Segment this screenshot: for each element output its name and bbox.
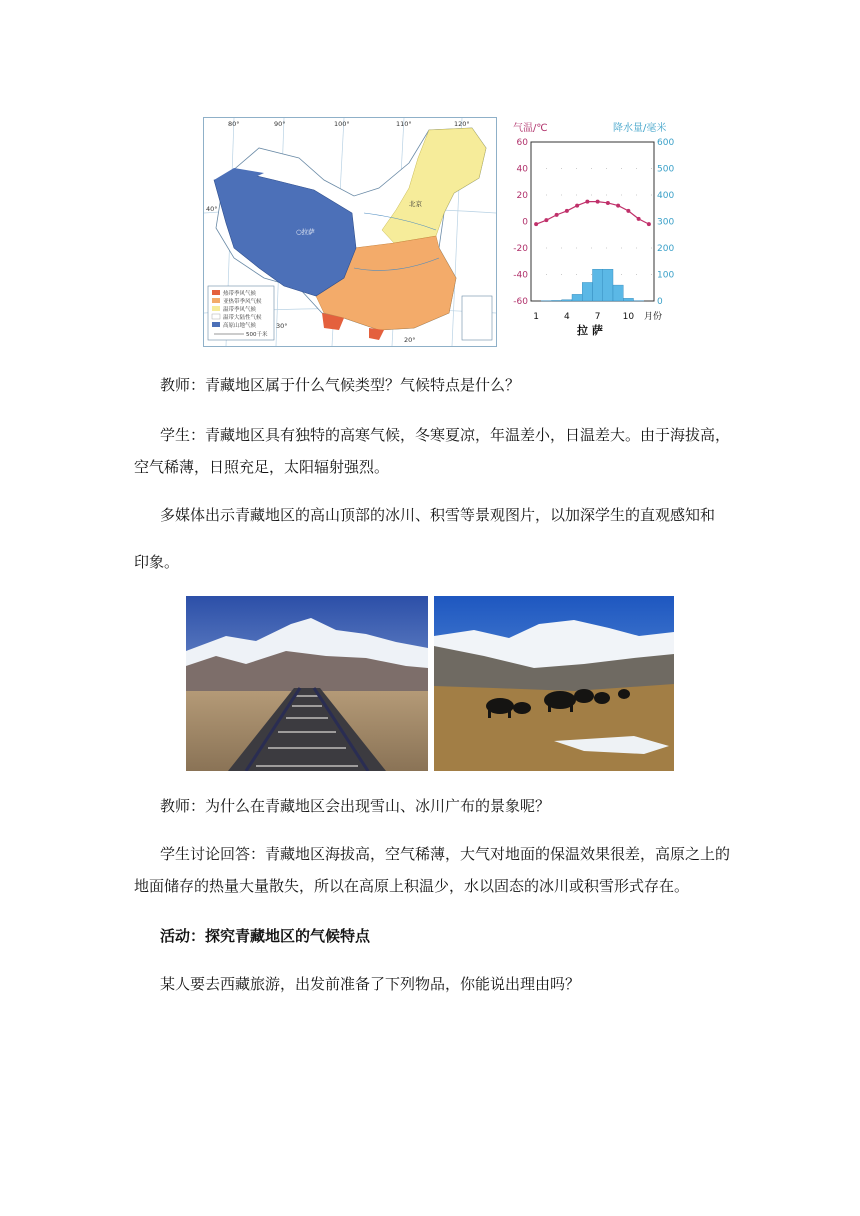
- temp-point: [585, 200, 589, 204]
- precip-tick-label: 200: [657, 244, 675, 254]
- month-unit: 月份: [644, 312, 663, 322]
- temp-tick-label: -20: [513, 244, 528, 254]
- temp-point: [565, 209, 569, 213]
- precip-bar: [562, 300, 572, 301]
- temp-tick-label: 0: [522, 217, 528, 228]
- paragraph-travel-question: 某人要去西藏旅游，出发前准备了下列物品，你能说出理由吗？: [160, 975, 581, 993]
- yaks-snow-mountain-photo: [434, 596, 674, 771]
- paragraph-student-answer-2b: 地面储存的热量大量散失，所以在高原上积温少，水以固态的冰川或积雪形式存在。: [134, 877, 690, 895]
- precip-tick-label: 300: [657, 217, 675, 228]
- precip-bar: [613, 285, 623, 301]
- precip-bar: [582, 282, 592, 301]
- precip-tick-label: 100: [657, 270, 675, 281]
- lat-label: 30°: [276, 322, 288, 330]
- activity-heading: 活动：探究青藏地区的气候特点: [160, 927, 371, 945]
- temp-tick-label: 40: [516, 164, 528, 175]
- paragraph-multimedia-b: 印象。: [134, 553, 180, 571]
- lon-label: 80°: [228, 120, 240, 128]
- precip-tick-label: 500: [657, 164, 675, 175]
- precip-axis-label: 降水量/毫米: [613, 123, 667, 134]
- temp-tick-label: 20: [516, 191, 528, 201]
- climate-map: [203, 117, 497, 347]
- map-scale: 500千米: [246, 332, 268, 338]
- temp-tick-label: -60: [513, 297, 528, 307]
- paragraph-teacher-question-2: 教师：为什么在青藏地区会出现雪山、冰川广布的景象呢？: [160, 797, 551, 815]
- temp-point: [647, 222, 651, 226]
- chart-city: 拉 萨: [577, 324, 603, 337]
- temp-point: [606, 201, 610, 205]
- precip-tick-label: 400: [657, 191, 675, 201]
- legend-label: 高原山地气候: [223, 323, 257, 329]
- temp-axis-label: 气温/℃: [513, 123, 548, 134]
- precip-bar: [572, 294, 582, 301]
- temp-point: [637, 217, 641, 221]
- precip-tick-label: 0: [657, 297, 663, 307]
- temp-point: [544, 218, 548, 222]
- legend-label: 热带季风气候: [223, 291, 257, 297]
- precip-bar: [552, 300, 562, 301]
- climate-chart-svg: [511, 117, 681, 347]
- lat-label: 20°: [404, 336, 416, 344]
- lon-label: 120°: [454, 120, 470, 128]
- precip-bar: [593, 269, 603, 301]
- south-sea-inset: [462, 296, 492, 340]
- lon-label: 110°: [396, 120, 412, 128]
- city-beijing: 北京: [409, 200, 422, 208]
- paragraph-student-answer-1a: 学生：青藏地区具有独特的高寒气候，冬寒夏凉，年温差小，日温差大。由于海拔高，: [160, 426, 731, 444]
- lon-label: 100°: [334, 120, 350, 128]
- precip-tick-label: 600: [657, 138, 675, 148]
- temp-point: [555, 213, 559, 217]
- month-tick-label: 4: [564, 312, 570, 322]
- temp-tick-label: -40: [513, 270, 528, 281]
- precip-bar: [603, 269, 613, 301]
- paragraph-student-answer-2a: 学生讨论回答：青藏地区海拔高，空气稀薄，大气对地面的保温效果很差，高原之上的: [160, 845, 731, 863]
- city-lasa: ○拉萨: [296, 228, 315, 236]
- temp-point: [626, 209, 630, 213]
- paragraph-multimedia-a: 多媒体出示青藏地区的高山顶部的冰川、积雪等景观图片，以加深学生的直观感知和: [160, 506, 716, 524]
- precip-bar: [623, 298, 633, 301]
- legend-label: 温带大陆性气候: [223, 315, 262, 321]
- temp-line: [536, 202, 649, 225]
- lasa-climate-chart: [511, 117, 681, 347]
- paragraph-teacher-question-1: 教师：青藏地区属于什么气候类型？气候特点是什么？: [160, 376, 521, 394]
- climate-map-svg: [204, 118, 496, 346]
- temp-point: [616, 204, 620, 208]
- temp-point: [534, 222, 538, 226]
- map-legend: [208, 286, 274, 340]
- lat-label: 40°: [206, 205, 218, 213]
- legend-label: 温带季风气候: [223, 307, 257, 313]
- month-tick-label: 10: [622, 312, 635, 322]
- temp-point: [575, 204, 579, 208]
- railway-snow-mountain-photo: [186, 596, 428, 771]
- temp-tick-label: 60: [516, 138, 528, 148]
- lon-label: 90°: [274, 120, 286, 128]
- month-tick-label: 1: [533, 312, 539, 322]
- paragraph-student-answer-1b: 空气稀薄，日照充足，太阳辐射强烈。: [134, 458, 390, 476]
- temp-point: [596, 200, 600, 204]
- month-tick-label: 7: [594, 312, 601, 322]
- legend-label: 亚热带季风气候: [223, 299, 262, 305]
